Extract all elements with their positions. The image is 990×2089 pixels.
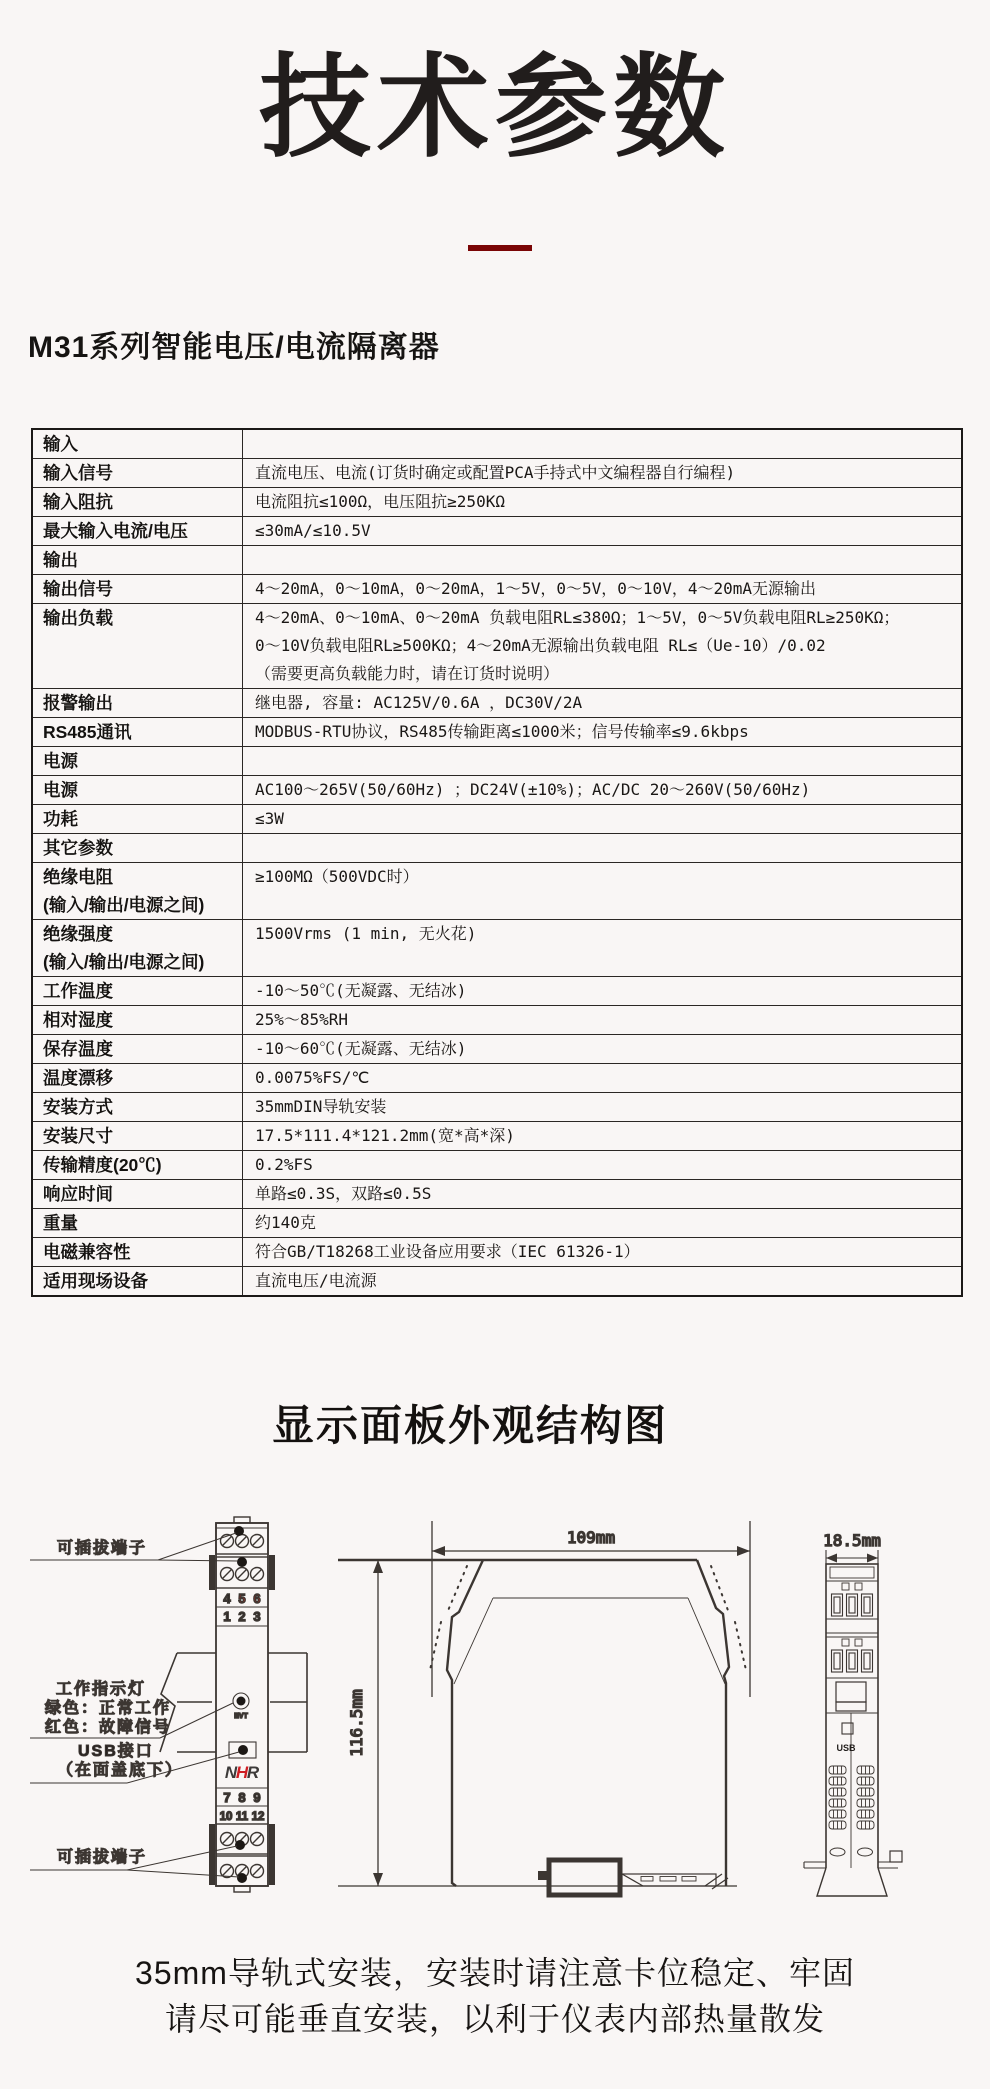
base-skirt [817, 1868, 887, 1896]
spec-label: 输入信号 [32, 459, 243, 488]
front-view-callouts [30, 1533, 239, 1877]
terminal-number: 3 [253, 1609, 261, 1624]
svg-text:N: N [224, 1763, 238, 1782]
spec-label: 工作温度 [32, 977, 243, 1006]
series-heading: M31系列智能电压/电流隔离器 [28, 331, 440, 364]
spec-section-row [32, 747, 962, 776]
spec-label: 相对湿度 [32, 1006, 243, 1035]
spec-value: MODBUS-RTU协议，RS485传输距离≤1000米；信号传输率≤9.6kbps [243, 718, 963, 747]
spec-label: 电源 [32, 776, 243, 805]
mounting-note-line1: 35mm导轨式安装，安装时请注意卡位稳定、牢固 [135, 1955, 855, 1991]
structure-diagram [0, 1470, 990, 1930]
side-width-dimension-label: 18.5mm [823, 1531, 881, 1550]
terminal-number: 1 [223, 1609, 231, 1624]
spec-row [32, 1064, 962, 1093]
spec-row [32, 1035, 962, 1064]
spec-value: ≤3W [243, 805, 963, 834]
terminal-number: 9 [253, 1790, 261, 1805]
status-led [237, 1697, 246, 1706]
terminal-number: 4 [223, 1591, 231, 1606]
spec-label: 输出信号 [32, 575, 243, 604]
terminal-number: 6 [253, 1591, 261, 1606]
terminal-number: 2 [238, 1609, 246, 1624]
spec-value [243, 747, 963, 776]
spec-value: 电流阻抗≤100Ω，电压阻抗≥250KΩ [243, 488, 963, 517]
spec-label: 绝缘强度 (输入/输出/电源之间) [32, 920, 243, 977]
spec-label: 适用现场设备 [32, 1267, 243, 1297]
spec-row [32, 920, 962, 977]
spec-value: 35mmDIN导轨安装 [243, 1093, 963, 1122]
spec-value: 4～20mA、0～10mA、0～20mA 负载电阻RL≤380Ω；1～5V，0～5V负载电阻RL≥250KΩ； 0～10V负载电阻RL≥500KΩ；4～20mA无源输出负载电阻 RL≤（Ue-10）/0.02 （需要更高负载能力时，请在订货时说明） [243, 604, 963, 689]
spec-value: -10～50℃(无凝露、无结冰) [243, 977, 963, 1006]
spec-label: 重量 [32, 1209, 243, 1238]
spec-label: 其它参数 [32, 834, 243, 863]
spec-label: 绝缘电阻 (输入/输出/电源之间) [32, 863, 243, 920]
title-accent-dash [468, 245, 532, 251]
spec-value: 继电器, 容量: AC125V/0.6A ，DC30V/2A [243, 689, 963, 718]
spec-row [32, 1122, 962, 1151]
callout-indicator-line1: 工作指示灯 [56, 1681, 147, 1698]
spec-label: 温度漂移 [32, 1064, 243, 1093]
callout-indicator-line3: 红色：故障信号 [45, 1719, 172, 1736]
spec-label: 安装尺寸 [32, 1122, 243, 1151]
terminal-number: 12 [251, 1811, 265, 1823]
dotted-chamfer-lines [430, 1566, 746, 1670]
spec-label: 输入阻抗 [32, 488, 243, 517]
nhr-logo [225, 1763, 260, 1782]
callout-usb-line2: （在面盖底下） [57, 1762, 184, 1779]
spec-row [32, 1093, 962, 1122]
terminal-number: 10 [219, 1811, 233, 1823]
spec-value: 直流电压、电流(订货时确定或配置PCA手持式中文编程器自行编程) [243, 459, 963, 488]
spec-section-row [32, 834, 962, 863]
spec-row [32, 689, 962, 718]
spec-row [32, 604, 962, 689]
svg-text:R: R [246, 1763, 260, 1782]
spec-row [32, 977, 962, 1006]
spec-value: AC100～265V(50/60Hz) ；DC24V(±10%)；AC/DC 20～260V(50/60Hz) [243, 776, 963, 805]
spec-row [32, 575, 962, 604]
spec-row [32, 1006, 962, 1035]
callout-pluggable-terminal-top: 可插拔端子 [57, 1540, 148, 1557]
side-view [804, 1531, 902, 1896]
housing-outline [447, 1560, 729, 1886]
spec-value: 4～20mA，0～10mA，0～20mA，1～5V，0～5V，0～10V，4～20mA无源输出 [243, 575, 963, 604]
spec-label: 报警输出 [32, 689, 243, 718]
mounting-note [0, 1950, 990, 2042]
spec-label: 安装方式 [32, 1093, 243, 1122]
callout-usb-line1: USB接口 [78, 1743, 154, 1760]
leader-dot-bottom-2 [237, 1873, 247, 1883]
spec-label: 功耗 [32, 805, 243, 834]
spec-table-body [32, 429, 962, 1296]
spec-label: 保存温度 [32, 1035, 243, 1064]
spec-value: 0.0075%FS/℃ [243, 1064, 963, 1093]
spec-value: 单路≤0.3S，双路≤0.5S [243, 1180, 963, 1209]
leader-dot-bottom-1 [235, 1840, 245, 1850]
height-dimension-label: 116.5mm [347, 1689, 366, 1757]
diagram-heading: 显示面板外观结构图 [271, 1402, 668, 1449]
terminal-number: 7 [223, 1790, 231, 1805]
din-clamp [538, 1860, 728, 1895]
spec-row [32, 718, 962, 747]
spec-row [32, 1151, 962, 1180]
leader-dot-top-1 [234, 1526, 244, 1536]
spec-row [32, 1267, 962, 1297]
spec-label: 电磁兼容性 [32, 1238, 243, 1267]
spec-label: 输出 [32, 546, 243, 575]
spec-row [32, 1209, 962, 1238]
spec-value: ≥100MΩ（500VDC时） [243, 863, 963, 920]
spec-value: 约140克 [243, 1209, 963, 1238]
spec-section-row [32, 429, 962, 459]
usb-label: USB [836, 1743, 856, 1753]
spec-value: 符合GB/T18268工业设备应用要求（IEC 61326-1） [243, 1238, 963, 1267]
front-view [30, 1517, 307, 1892]
spec-row [32, 1238, 962, 1267]
spec-row [32, 488, 962, 517]
spec-row [32, 459, 962, 488]
spec-label: 响应时间 [32, 1180, 243, 1209]
spec-value: 0.2%FS [243, 1151, 963, 1180]
spec-row [32, 517, 962, 546]
spec-label: 电源 [32, 747, 243, 776]
callout-indicator-line2: 绿色：正常工作 [45, 1700, 172, 1717]
spec-label: 输出负载 [32, 604, 243, 689]
spec-label: 输入 [32, 429, 243, 459]
spec-label: 最大输入电流/电压 [32, 517, 243, 546]
dimension-view [338, 1521, 750, 1895]
spec-value: 17.5*111.4*121.2mm(宽*高*深) [243, 1122, 963, 1151]
leader-dot-top-2 [237, 1557, 247, 1567]
svg-text:H: H [235, 1763, 249, 1782]
spec-value: -10～60℃(无凝露、无结冰) [243, 1035, 963, 1064]
inner-profile [454, 1598, 725, 1684]
spec-label: RS485通讯 [32, 718, 243, 747]
spec-value [243, 834, 963, 863]
spec-value: 直流电压/电流源 [243, 1267, 963, 1297]
terminal-number: 8 [238, 1790, 246, 1805]
spec-row [32, 805, 962, 834]
terminal-number: 11 [235, 1811, 249, 1823]
terminal-number: 5 [238, 1591, 246, 1606]
leader-dot-usb [238, 1745, 248, 1755]
spec-value: ≤30mA/≤10.5V [243, 517, 963, 546]
spec-value [243, 429, 963, 459]
spec-table [31, 428, 963, 1297]
spec-value [243, 546, 963, 575]
spec-row [32, 776, 962, 805]
spec-row [32, 863, 962, 920]
isolator-front-body [209, 1517, 275, 1892]
width-dimension-label: 109mm [566, 1528, 616, 1547]
spec-value: 1500Vrms (1 min, 无火花) [243, 920, 963, 977]
spec-label: 传输精度(20℃) [32, 1151, 243, 1180]
page-title: 技术参数 [259, 45, 731, 170]
mounting-note-line2: 请尽可能垂直安装，以利于仪表内部热量散发 [164, 2001, 825, 2037]
led-label: EVT [234, 1713, 248, 1720]
callout-pluggable-terminal-bottom: 可插拔端子 [57, 1849, 148, 1866]
spec-value: 25%～85%RH [243, 1006, 963, 1035]
spec-row [32, 1180, 962, 1209]
spec-section-row [32, 546, 962, 575]
